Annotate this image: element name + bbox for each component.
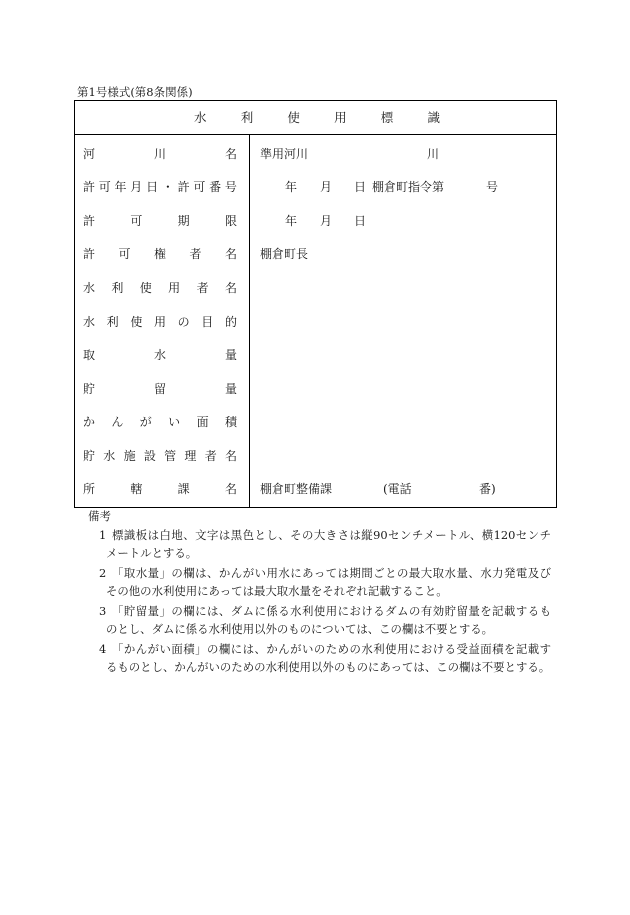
remark-line: 「取水量」の欄は、かんがい用水にあっては期間ごとの最大取水量、水力発電及び [112, 566, 551, 580]
glyph: 識 [427, 110, 440, 125]
remark-line: るものとし、かんがいのための水利使用以外のものにあっては、この欄は不要とする。 [106, 660, 551, 674]
glyph: 轄 [130, 482, 143, 497]
permit-year-unit: 年 [285, 180, 298, 195]
row-permit-date-number [75, 171, 556, 205]
permit-day-unit: 日 [354, 180, 367, 195]
phone-suffix: 番) [479, 482, 496, 497]
glyph: ん [111, 415, 124, 430]
glyph: 者 [189, 247, 202, 262]
row-permit-authority [75, 238, 556, 272]
label-permit-period [83, 213, 237, 229]
remark-item [0, 602, 630, 640]
glyph: か [83, 415, 96, 430]
glyph: 利 [240, 110, 254, 125]
glyph: 水 [194, 110, 207, 125]
glyph: 者 [204, 448, 217, 463]
glyph: 権 [153, 247, 166, 262]
glyph: 取 [83, 348, 96, 363]
glyph: 目 [201, 314, 214, 329]
glyph: 水 [83, 280, 96, 295]
glyph: 川 [153, 146, 166, 161]
remark-number: 2 [99, 566, 107, 580]
glyph: 理 [184, 448, 197, 463]
glyph: 名 [224, 482, 237, 497]
glyph: 可 [130, 213, 143, 228]
glyph: 名 [224, 280, 237, 295]
label-storage-volume [83, 381, 237, 397]
glyph: 利 [111, 280, 124, 295]
remark-line: メートルとする。 [106, 546, 198, 560]
glyph: 所 [83, 482, 96, 497]
label-purpose [83, 314, 237, 330]
glyph: 期 [177, 213, 190, 228]
form-heading: 第1号様式(第8条関係) [77, 85, 193, 99]
remark-line: 標識板は白地、文字は黒色とし、その大きさは縦90センチメートル、横120センチ [112, 528, 551, 542]
row-purpose [75, 305, 556, 339]
remark-line: その他の水利使用にあっては最大取水量をそれぞれ記載すること。 [106, 584, 448, 598]
glyph: 年 [114, 180, 127, 195]
glyph: 河 [83, 146, 96, 161]
remark-item [0, 564, 630, 602]
glyph: 日 [146, 180, 159, 195]
glyph: 月 [130, 180, 143, 195]
glyph: 積 [224, 415, 237, 430]
period-month-unit: 月 [320, 213, 333, 228]
glyph: 利 [106, 314, 119, 329]
glyph: 標 [380, 110, 394, 125]
glyph: 水 [83, 314, 96, 329]
department-value: 棚倉町整備課 [260, 482, 333, 497]
glyph: 使 [139, 280, 152, 295]
label-water-user [83, 280, 237, 296]
row-river-name [75, 137, 556, 171]
phone-prefix: (電話 [383, 482, 412, 497]
river-suffix: 川 [427, 146, 440, 161]
glyph: 用 [168, 280, 181, 295]
row-permit-period [75, 204, 556, 238]
remark-item [0, 526, 630, 564]
period-year-unit: 年 [285, 213, 298, 228]
permit-order-suffix: 号 [486, 180, 499, 195]
label-permit-authority [83, 246, 237, 262]
row-irrigation-area [75, 405, 556, 439]
glyph: 水 [103, 448, 116, 463]
row-department [75, 472, 556, 506]
row-facility-manager [75, 439, 556, 473]
glyph: 管 [164, 448, 177, 463]
glyph: 用 [334, 110, 347, 125]
label-intake-volume [83, 347, 237, 363]
glyph: 留 [153, 381, 166, 396]
row-storage-volume [75, 372, 556, 406]
glyph: 許 [177, 180, 190, 195]
glyph: 使 [130, 314, 143, 329]
glyph: 量 [224, 381, 237, 396]
glyph: 用 [153, 314, 166, 329]
glyph: 可 [98, 180, 111, 195]
glyph: 水 [153, 348, 166, 363]
glyph: 名 [224, 448, 237, 463]
permit-month-unit: 月 [320, 180, 333, 195]
sign-table [74, 100, 557, 508]
remark-number: 3 [99, 604, 107, 618]
label-permit-date-number [83, 179, 237, 195]
river-type-value: 準用河川 [260, 146, 309, 161]
permit-order-prefix: 棚倉町指令第 [372, 180, 445, 195]
glyph: の [177, 314, 190, 329]
sign-title [194, 110, 440, 126]
remark-line: のとし、ダムに係る水利使用以外のものについては、この欄は不要とする。 [106, 622, 494, 636]
glyph: 許 [83, 180, 96, 195]
row-intake-volume [75, 338, 556, 372]
remark-item [0, 640, 630, 678]
glyph: 番 [209, 180, 222, 195]
glyph: 課 [177, 482, 190, 497]
glyph: 設 [143, 448, 156, 463]
glyph: 可 [118, 247, 131, 262]
sign-title-row [75, 101, 556, 135]
label-department [83, 481, 237, 497]
glyph: 貯 [83, 448, 96, 463]
glyph: 施 [123, 448, 136, 463]
remark-number: 4 [99, 642, 107, 656]
remark-number: 1 [99, 528, 107, 542]
remark-line: 「貯留量」の欄には、ダムに係る水利使用におけるダムの有効貯留量を記載するも [112, 604, 551, 618]
glyph: 名 [224, 247, 237, 262]
row-water-user [75, 271, 556, 305]
glyph: 使 [287, 110, 300, 125]
glyph: 量 [224, 348, 237, 363]
remark-line: 「かんがい面積」の欄には、かんがいのための水利使用における受益面積を記載す [112, 642, 551, 656]
glyph: い [168, 415, 181, 430]
label-irrigation-area [83, 414, 237, 430]
glyph: 可 [193, 180, 206, 195]
remarks-list [0, 526, 630, 678]
glyph: 号 [224, 180, 237, 195]
glyph: 許 [83, 213, 96, 228]
glyph: 名 [224, 146, 237, 161]
sign-rows [75, 137, 556, 506]
label-river-name [83, 146, 237, 162]
glyph: ・ [161, 180, 174, 195]
glyph: 面 [196, 415, 209, 430]
glyph: 的 [224, 314, 237, 329]
period-day-unit: 日 [354, 213, 367, 228]
permit-authority-value: 棚倉町長 [260, 247, 309, 262]
glyph: 許 [83, 247, 96, 262]
label-facility-manager [83, 448, 237, 464]
glyph: 者 [196, 280, 209, 295]
glyph: 貯 [83, 381, 96, 396]
glyph: 限 [224, 213, 237, 228]
glyph: が [139, 415, 152, 430]
remarks-heading: 備考 [88, 509, 111, 523]
